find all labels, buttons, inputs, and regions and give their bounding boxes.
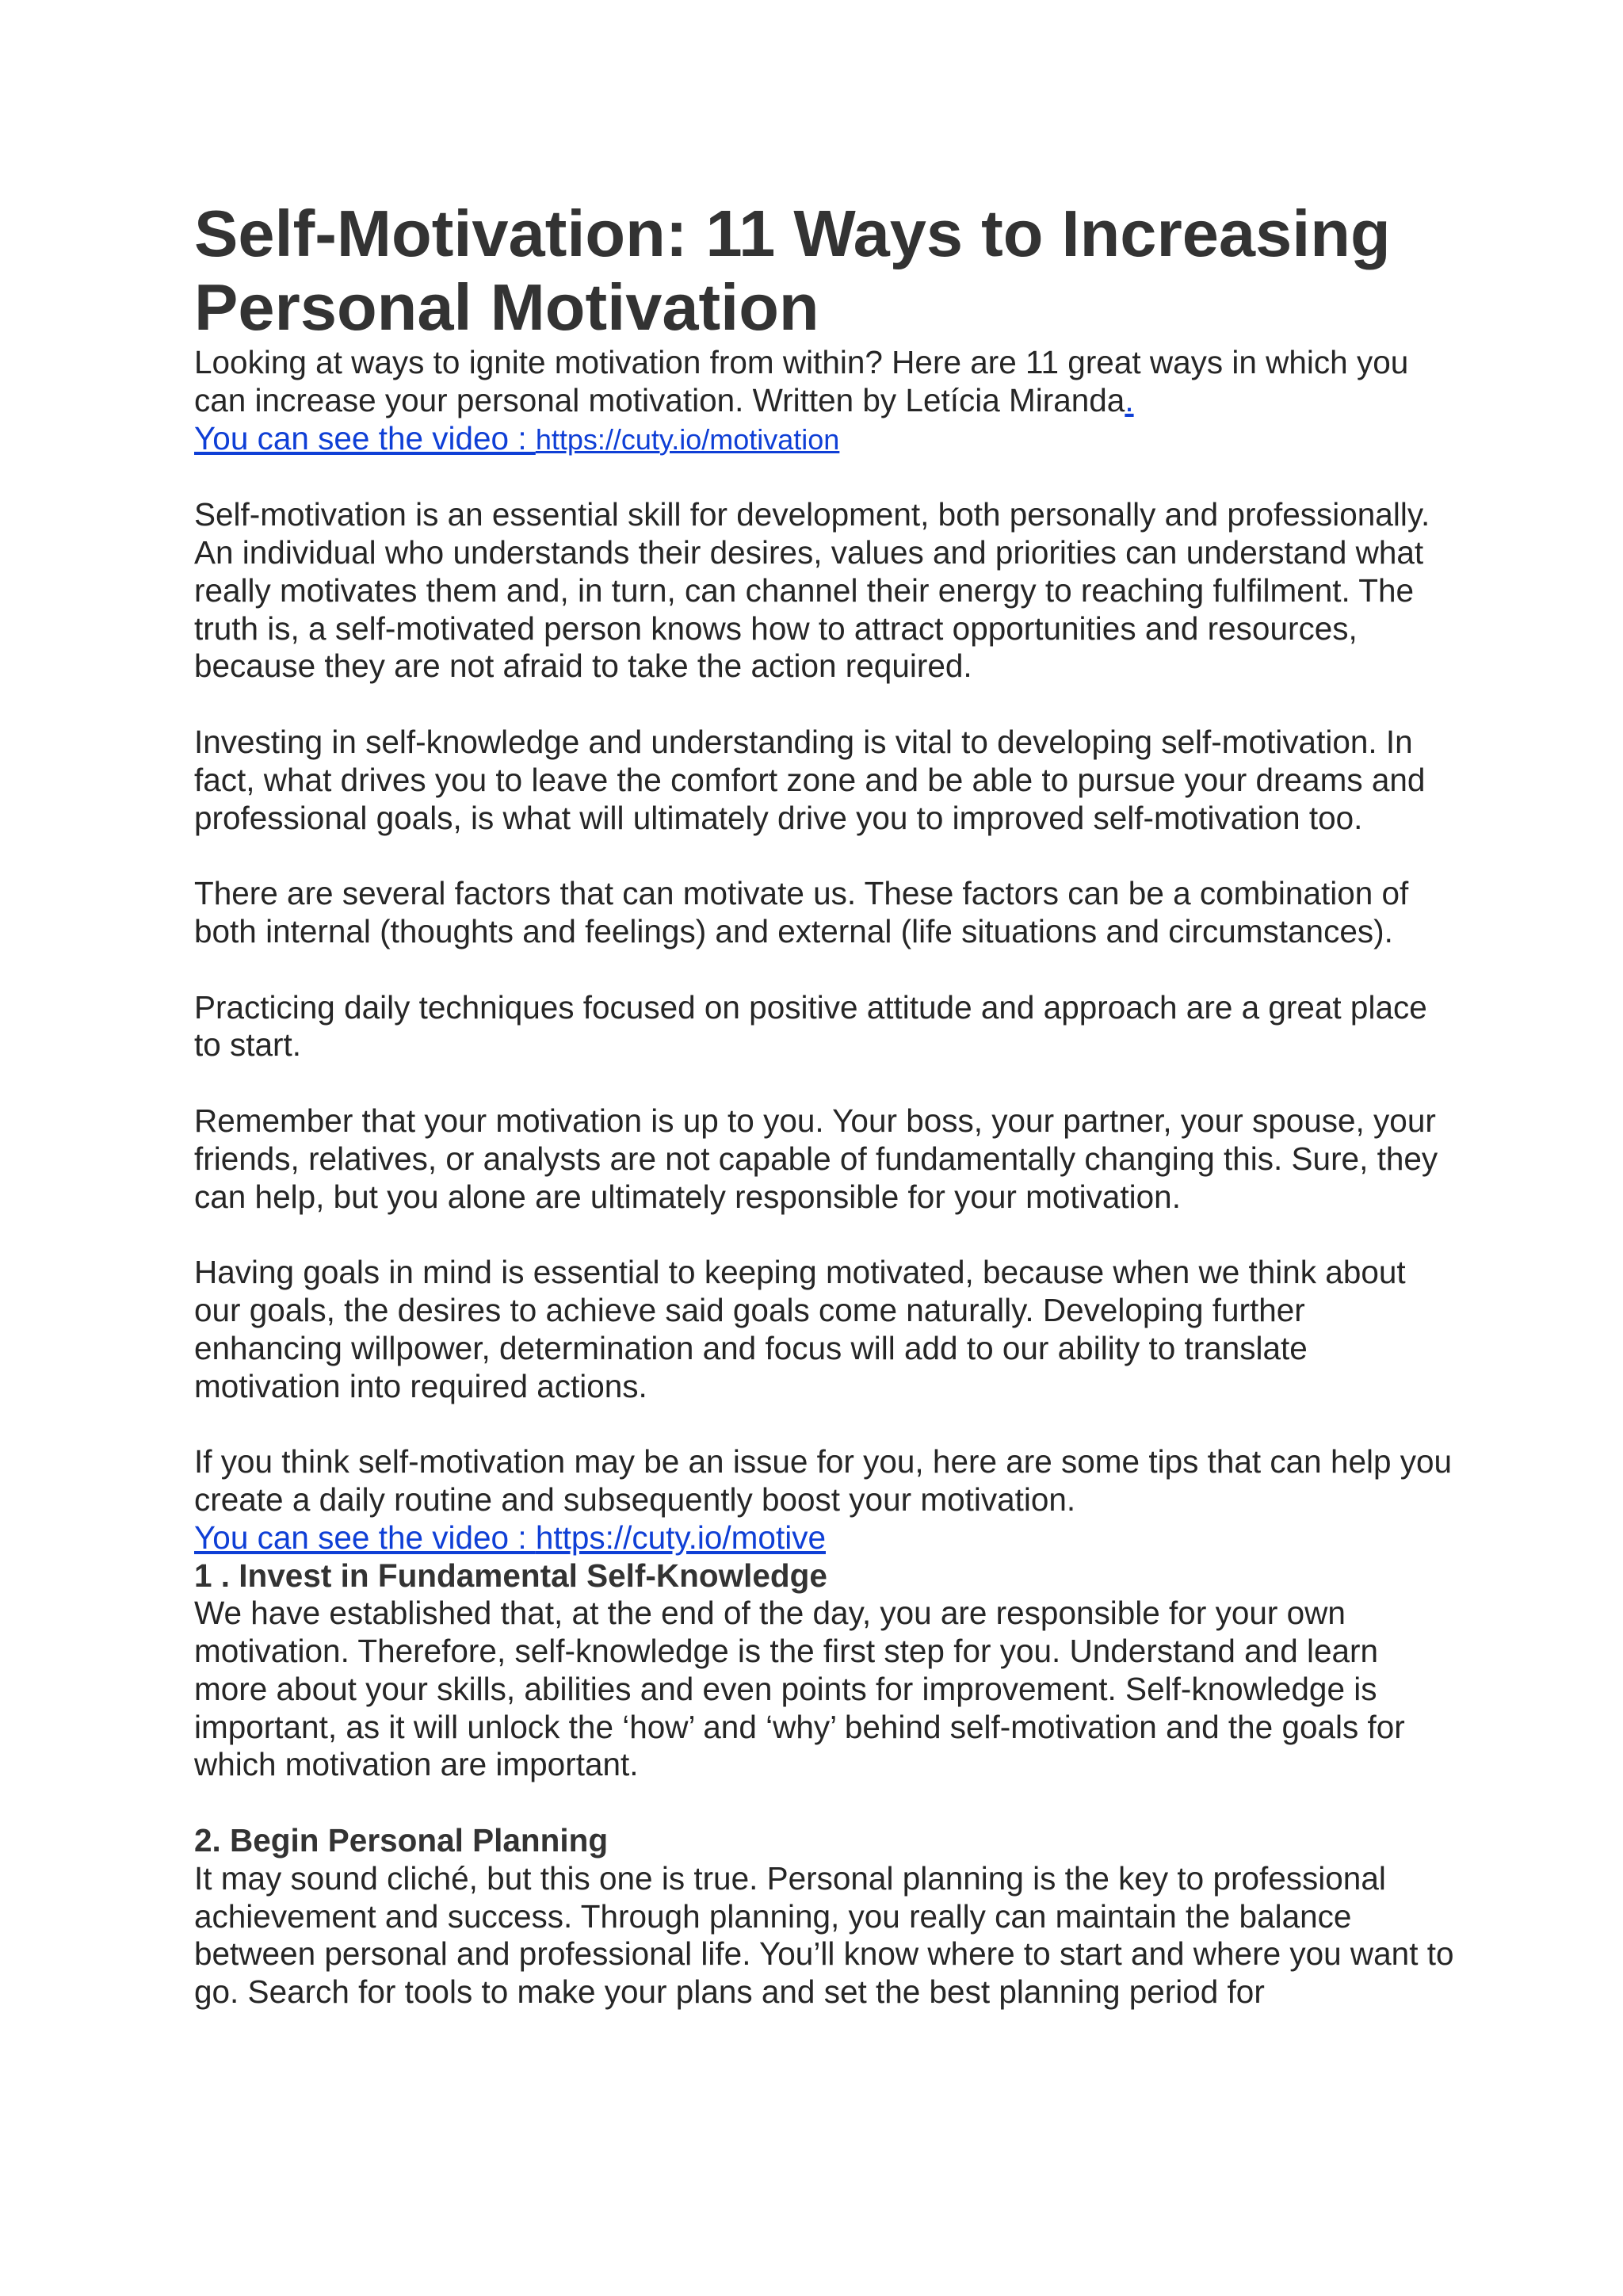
intro-text: Looking at ways to ignite motivation from within? Here are 11 great ways in which you can increase your personal motivation. Written by Letícia Miranda [194,344,1409,418]
body-paragraph-5: Remember that your motivation is up to you. Your boss, your partner, your spouse, your friends, relatives, or analysts are not capable of fundamentally changing this. Sure, they can help, but you alone are ultimately responsible for your motivation. [194,1102,1438,1215]
document-page [194,197,1454,2011]
body-paragraph-7: If you think self-motivation may be an issue for you, here are some tips that can help you create a daily routine and subsequently boost your motivation. [194,1443,1453,1518]
body-paragraph-6: Having goals in mind is essential to keeping motivated, because when we think about our goals, the desires to achieve said goals come naturally. Developing further enhancing willpower, determination and focus will add to our ability to translate motivation into required actions. [194,1254,1406,1404]
intro-paragraph [194,344,1454,458]
body-paragraph-2: Investing in self-knowledge and understanding is vital to developing self-motivation. In fact, what drives you to leave the comfort zone and be able to pursue your dreams and professional goals, is what will ultimately drive you to improved self-motivation too. [194,723,1426,836]
video-link-label[interactable]: You can see the video : [194,419,536,457]
section-body-1: We have established that, at the end of the day, you are responsible for your own motivation. Therefore, self-knowledge is the first step for you. Understand and learn more about your skills, abilities and even points for improvement. Self-knowledge is important, as it will unlock the ‘how’ and ‘why’ behind self-motivation and the goals for which motivation are important. [194,1595,1405,1783]
body-paragraph-3: There are several factors that can motivate us. These factors can be a combination of both internal (thoughts and feelings) and external (life situations and circumstances). [194,875,1409,949]
video-link-2-label[interactable]: You can see the video : [194,1519,536,1556]
intro-period-link[interactable]: . [1125,381,1134,418]
section-heading-2: 2. Begin Personal Planning [194,1822,609,1859]
video-link-2-line [194,1519,1454,1557]
video-link-2-url[interactable]: https://cuty.io/motive [535,1519,826,1556]
body-paragraph-1: Self-motivation is an essential skill for development, both personally and professionally. An individual who understands their desires, values and priorities can understand what really motivates them and, in turn, can channel their energy to reaching fulfilment. The truth is, a self-motivated person knows how to attract opportunities and resources, because they are not afraid to take the action required. [194,496,1430,685]
body-paragraph-4: Practicing daily techniques focused on positive attitude and approach are a great place to start. [194,988,1427,1064]
section-body-2: It may sound cliché, but this one is true. Personal planning is the key to professional achievement and success. Through planning, you really can maintain the balance between personal and professional life. You’ll know where to start and where you want to go. Search for tools to make your plans and set the best planning period for [194,1859,1454,2011]
section-heading-1: 1 . Invest in Fundamental Self-Knowledge [194,1557,827,1594]
document-title: Self-Motivation: 11 Ways to Increasing Personal Motivation [194,197,1391,344]
video-link-url[interactable]: https://cuty.io/motivation [535,422,840,456]
